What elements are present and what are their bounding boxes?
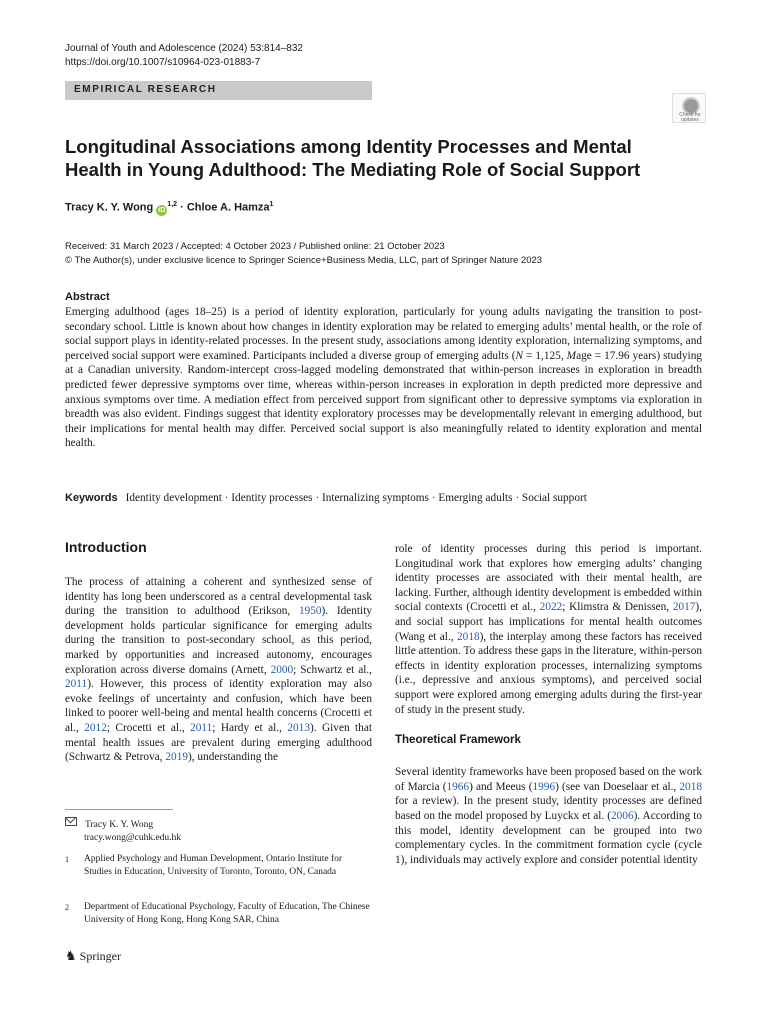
author-name[interactable]: Tracy K. Y. Wong xyxy=(65,201,154,214)
citation-link[interactable]: 2000 xyxy=(270,663,294,676)
citation-link[interactable]: 1950 xyxy=(298,605,322,618)
horse-logo-icon: ♞ xyxy=(65,948,77,963)
citation-link[interactable]: 2011 xyxy=(65,678,88,691)
abstract-text: Emerging adulthood (ages 18–25) is a period of identity exploration, particularly for young adults navigating the transition to post-secondary school. Little is known about how changes in identity exploration may be related to emerging adults’ mental health, or the role of social support plays in identity-related processes. In the present study, associations among identity exploration, internalizing symptoms, and perceived social support were examined. Participants included a diverse group of emerging adults (N = 1,125, Mage = 17.96 years) studying at a Canadian university. Random-intercept cross-lagged modeling demonstrated that within-person increases in exploration in breadth predicted fewer depressive symptoms over time, whereas within-person increases in exploration in depth predicted more depressive and anxious symptoms over time. A mediation effect from perceived support from significant other to depressive symptoms via exploration in breadth was also evident. Findings suggest that identity exploratory processes may be developmentally relevant in emerging adulthood, but their implications for mental health may differ. Perceived social support is also meaningfully related to identity exploration and mental health. xyxy=(65,306,702,450)
citation-link[interactable]: 2018 xyxy=(679,780,702,793)
citation-link[interactable]: 1996 xyxy=(532,780,556,793)
section-heading-theoretical-framework: Theoretical Framework xyxy=(395,734,521,747)
citation-link[interactable]: 2018 xyxy=(457,630,480,643)
doi-link[interactable]: https://doi.org/10.1007/s10964-023-01883-7 xyxy=(65,57,261,68)
envelope-icon xyxy=(65,817,77,826)
left-column xyxy=(65,539,372,765)
footnote-divider xyxy=(65,809,173,810)
author-affiliation-marker: 1,2 xyxy=(167,201,178,208)
author-name[interactable]: Chloe A. Hamza xyxy=(186,201,270,214)
citation-link[interactable]: 2019 xyxy=(165,751,188,764)
copyright-notice: © The Author(s), under exclusive licence to Springer Science+Business Media, LLC, part of Springer Nature 2023 xyxy=(65,255,543,266)
history-dates: Received: 31 March 2023 / Accepted: 4 October 2023 / Published online: 21 October 2023 xyxy=(65,241,445,252)
contact-name: Tracy K. Y. Wong xyxy=(85,820,154,830)
author-affiliation-marker: 1 xyxy=(269,201,274,208)
journal-info xyxy=(65,42,303,70)
keywords-heading: Keywords xyxy=(65,492,118,504)
contact-email[interactable]: tracy.wong@cuhk.edu.hk xyxy=(84,833,182,843)
section-banner-label: EMPIRICAL RESEARCH xyxy=(74,84,217,95)
citation-link[interactable]: 1966 xyxy=(446,780,470,793)
section-heading-introduction: Introduction xyxy=(65,539,147,555)
orcid-icon[interactable]: iD xyxy=(158,206,166,214)
keywords-list: Identity development · Identity processes · Internalizing symptoms · Emerging adults · Social support xyxy=(125,492,587,504)
author-list xyxy=(65,201,273,216)
paragraph: role of identity processes during this period is important. Longitudinal work that explores how emerging adults’ changing identity processes are associated with their mental health, are lacking. Further, although identity development is embedded within social contexts (Crocetti et al., 2022; Klimstra & Denissen, 2017), and social support has implications for mental health outcomes (Wang et al., 2018), the interplay among these factors has received little attention. To address these gaps in the literature, within-person effects in identity exploration processes, internalizing symptoms (i.e., depressive and anxious symptoms), and perceived social support were explored among emerging adults during the first-year of study in the present study. xyxy=(395,543,702,716)
author-separator: · xyxy=(177,201,187,214)
right-column xyxy=(395,539,702,867)
paragraph: The process of attaining a coherent and synthesized sense of identity has long been underscored as a central developmental task during the transition to adulthood (Erikson, 1950). Identity development holds particular significance for emerging adults during the transition to post-secondary school, as this period, marked by opportunities and increased autonomy, encourages exploration across diverse domains (Arnett, 2000; Schwartz et al., 2011). However, this process of identity exploration may also evoke feelings of uncertainty and confusion, which have been linked to poorer well-being and mental health concerns (Crocetti et al., 2012; Crocetti et al., 2011; Hardy et al., 2013). Given that mental health issues are prevalent during emerging adulthood (Schwartz & Petrova, 2019), understanding the xyxy=(65,576,372,764)
abstract-heading: Abstract xyxy=(65,291,110,303)
citation-link[interactable]: 2017 xyxy=(672,601,696,614)
citation-link[interactable]: 2013 xyxy=(287,721,310,734)
paragraph: Several identity frameworks have been proposed based on the work of Marcia (1966) and Meeus (1996) (see van Doeselaar et al., 2018 for a review). In the present study, identity processes are defined based on the model proposed by Luyckx et al. (2006). According to this model, identity development can be grouped into two complementary cycles. In the commitment formation cycle (cycle 1), individuals may actively explore and consider potential identity xyxy=(395,766,702,866)
check-updates-label: Check for updates xyxy=(679,112,701,123)
corresponding-author xyxy=(65,817,372,845)
citation-link[interactable]: 2006 xyxy=(611,809,634,822)
citation-link[interactable]: 2011 xyxy=(190,721,213,734)
publication-dates xyxy=(65,240,542,268)
publisher-logo xyxy=(65,948,121,964)
check-for-updates-button[interactable] xyxy=(672,93,706,123)
article-title: Longitudinal Associations among Identity Processes and Mental Health in Young Adulthood: The Mediating Role of Social Support xyxy=(65,136,641,180)
publisher-name: Springer xyxy=(79,949,121,963)
affiliation-footnote: 2 Department of Educational Psychology, Faculty of Education, The Chinese University of Hong Kong, Hong Kong SAR, China xyxy=(65,902,370,925)
journal-citation: Journal of Youth and Adolescence (2024) 53:814–832 xyxy=(65,43,303,54)
affiliation-footnote: 1 Applied Psychology and Human Development, Ontario Institute for Studies in Education, University of Toronto, Toronto, ON, Canada xyxy=(65,854,343,877)
citation-link[interactable]: 2012 xyxy=(84,721,107,734)
citation-link[interactable]: 2022 xyxy=(539,601,563,614)
keywords xyxy=(65,492,715,504)
